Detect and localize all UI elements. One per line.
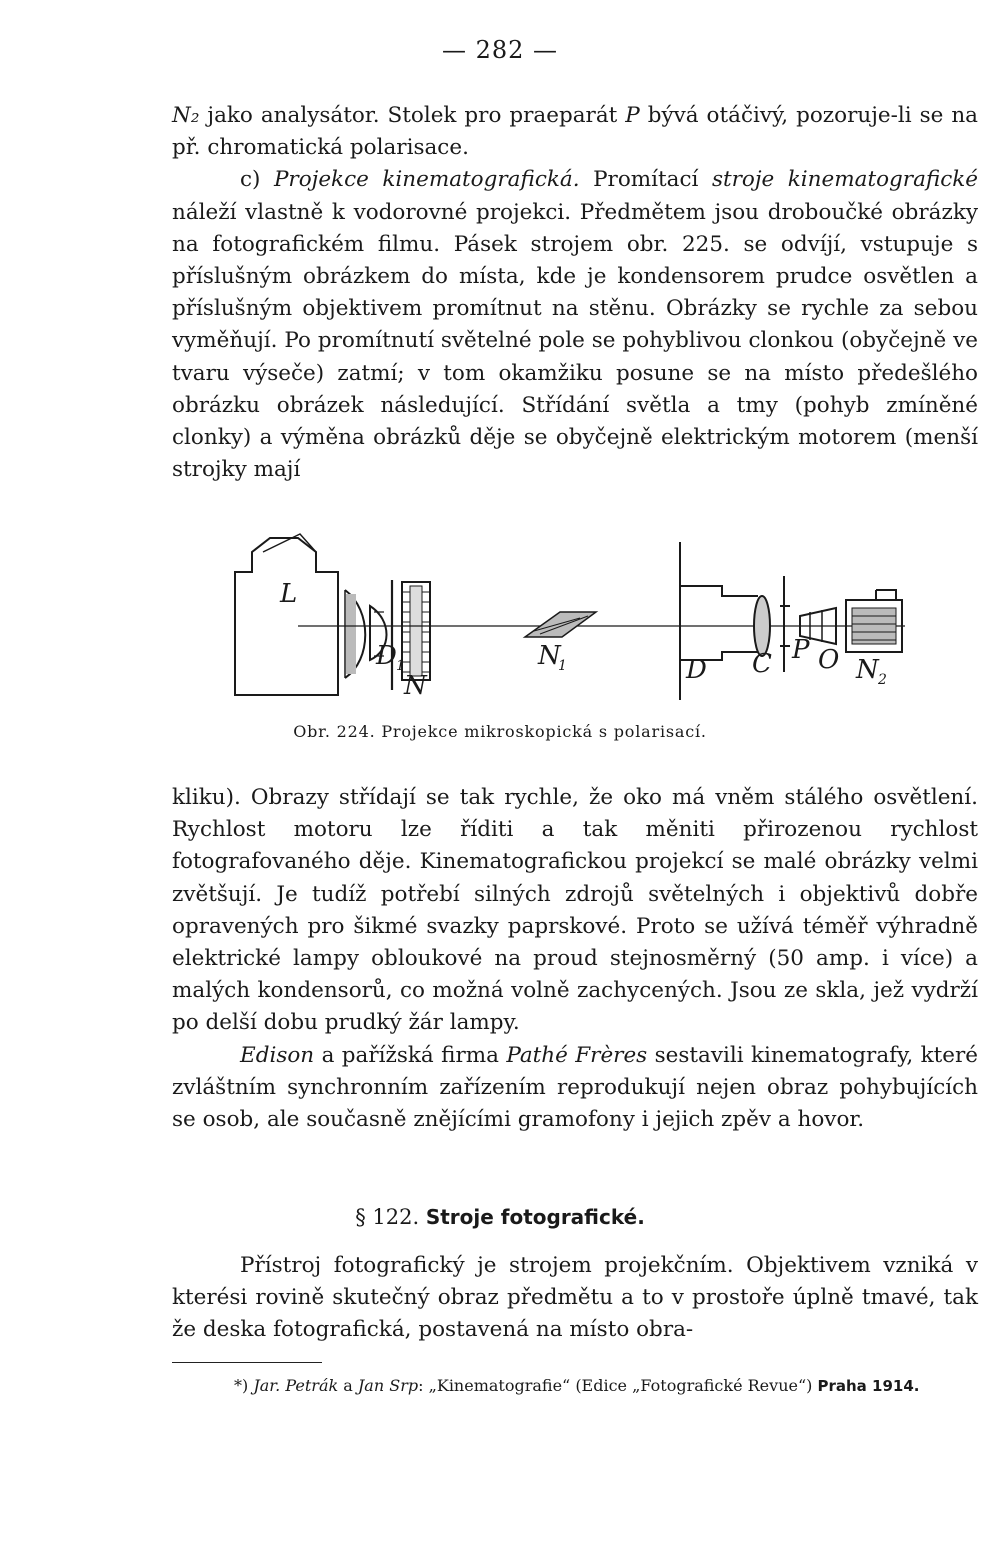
lamp-house <box>235 538 338 695</box>
stage-p <box>780 576 790 672</box>
footnote-marker: *) <box>234 1376 254 1395</box>
label-D: D <box>686 655 707 685</box>
label-L: L <box>280 579 298 609</box>
item-label: c) <box>240 167 274 193</box>
symbol-n2: N₂ <box>172 103 200 128</box>
label-N: N <box>404 671 427 701</box>
footnote-author: Jar. Petrák <box>253 1376 339 1395</box>
text-block-bottom <box>172 1250 978 1347</box>
label-D1: D <box>376 641 397 671</box>
name-pathe: Pathé Frères <box>506 1042 648 1068</box>
paragraph-2 <box>172 164 978 486</box>
paragraph-3: kliku). Obrazy střídají se tak rychle, že oko má vněm stálého osvětlení. Rychlost motoru lze říditi a tak měniti přirozenou rychlost fotografovaného děje. Kinematografickou projekcí se malé obrázky velmi zvětšují. Je tudíž potřebí silných zdrojů světelných i objektivů dobře opravených pro šikmé svazky paprskové. Proto se užívá téměř výhradně elektrické lampy obloukové na proud stejnosměrný (50 amp. i více) a malých kondensorů, co možná volně zachycených. Jsou ze skla, jež vydrží po delší dobu prudký žár lampy. <box>172 785 978 1036</box>
lens-c <box>754 596 770 656</box>
figure-caption: Obr. 224. Projekce mikroskopická s polarisací. <box>293 722 707 741</box>
paragraph-4 <box>172 1040 978 1137</box>
label-N1: N <box>538 641 561 671</box>
footnote-year: Praha 1914. <box>817 1377 920 1395</box>
subheading: Projekce kinematografická. <box>273 167 580 193</box>
emphasis: stroje kinematografické <box>711 167 979 193</box>
text-run: Promítací <box>579 167 712 193</box>
label-P: P <box>792 635 810 665</box>
label-N1-sub: 1 <box>558 658 567 674</box>
label-N2-sub: 2 <box>878 672 887 688</box>
figure-224 <box>0 520 1000 715</box>
paragraph-5: Přístroj fotografický je strojem projekčním. Objektivem vzniká v kterési rovině skutečný obraz předmětu a to v prostoře úplně tmavé, tak že deska fotografická, postavená na místo obra- <box>172 1253 978 1343</box>
label-O: O <box>818 645 840 675</box>
section-heading <box>0 1205 1000 1229</box>
prism-n1 <box>525 612 596 637</box>
symbol-p: P <box>625 103 640 128</box>
section-number: § 122. <box>355 1205 420 1229</box>
text-run: : „Kinematografie“ (Edice „Fotografické Revue“) <box>418 1376 813 1395</box>
text-block-middle <box>172 782 978 1136</box>
text-run: a pařížská firma <box>314 1042 507 1068</box>
label-C: C <box>752 649 772 679</box>
page-number: — 282 — <box>441 36 559 64</box>
text-run: a <box>338 1376 358 1395</box>
footnote-rule <box>172 1362 322 1363</box>
footnote-author: Jan Srp <box>357 1376 419 1395</box>
text-block-top <box>172 100 978 486</box>
label-D1-sub: 1 <box>396 658 405 674</box>
text-run: náleží vlastně k vodorovné projekci. Předmětem jsou droboučké obrázky na fotografickém filmu. Pásek strojem obr. 225. se odvíjí, vstupuje s příslušným obrázkem do místa, kde je kondensorem prudce osvětlen a příslušným objektivem promítnut na stěnu. Obrázky se rychle za sebou vyměňují. Po promítnutí světelné pole se pohyblivou clonkou (obyčejně ve tvaru výseče) zatmí; v tom okamžiku posune se na místo předešlého obrázku obrázek následující. Střídání světla a tmy (pohyb zmíněné clonky) a výměna obrázků děje se obyčejně elektrickým motorem (menší strojky mají <box>172 199 978 483</box>
text-run: sestavili kinematografy, které zvláštním synchronním zařízením reprodukují nejen obraz pohybujících se osob, ale současně znějícími gramofony i jejich zpěv a hovor. <box>172 1042 978 1133</box>
label-N2: N <box>856 655 879 685</box>
paragraph-1 <box>172 100 978 164</box>
text-run: jako analysátor. Stolek pro praeparát <box>199 103 626 128</box>
text-run: bývá otáčivý, pozoruje-li se na př. chromatická polarisace. <box>172 103 978 161</box>
name-edison: Edison <box>240 1042 315 1068</box>
footnote <box>172 1372 978 1400</box>
section-title: Stroje fotografické. <box>425 1205 645 1229</box>
